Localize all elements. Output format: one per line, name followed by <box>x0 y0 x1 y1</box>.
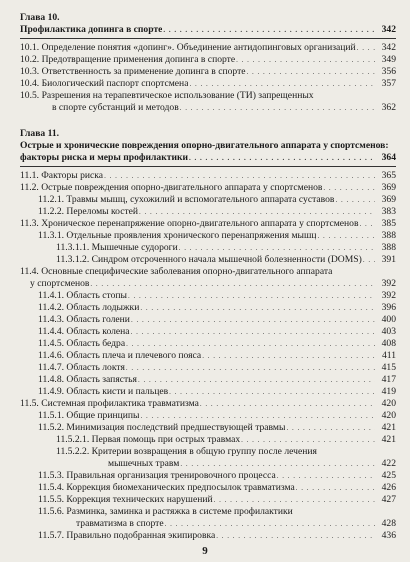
toc-entry-10-5-line1: 10.5. Разрешения на терапевтическое использование (ТИ) запрещенных <box>20 90 314 101</box>
toc-entry-page: 419 <box>381 386 396 397</box>
dot-leader <box>165 518 375 530</box>
toc-entry <box>20 374 396 386</box>
toc-entry-page: 403 <box>381 326 396 337</box>
toc-entry-label: 10.4. Биологический паспорт спортсмена <box>20 78 189 89</box>
toc-entry-page: 426 <box>381 482 396 493</box>
dot-leader <box>214 494 375 506</box>
dot-leader <box>189 152 375 164</box>
toc-entry-label: 11.5. Системная профилактика травматизма <box>20 398 199 409</box>
dot-leader <box>140 410 375 422</box>
toc-entry-label: 10.3. Ответственность за применение допинга в спорте <box>20 66 246 77</box>
chapter-11-entries-a <box>20 170 396 266</box>
toc-entry-label: 11.5.3. Правильная организация тренировочного процесса <box>38 470 276 481</box>
toc-entry-page: 396 <box>381 302 396 313</box>
chapter-11-rule <box>20 166 396 167</box>
dot-leader <box>200 398 375 410</box>
toc-entry-page: 420 <box>381 410 396 421</box>
toc-entry-11-5-6 <box>20 518 396 530</box>
toc-entry-label: 11.3.1. Отдельные проявления хронического перенапряжения мышц <box>38 230 317 241</box>
toc-entry-label: 10.1. Определение понятия «допинг». Объединение антидопинговых организаций <box>20 42 356 53</box>
toc-entry <box>20 494 396 506</box>
dot-leader <box>180 102 375 114</box>
dot-leader <box>139 206 375 218</box>
toc-entry-10-5 <box>20 102 396 114</box>
toc-entry-page: 411 <box>381 350 396 361</box>
chapter-11-title: Глава 11. <box>20 128 60 139</box>
toc-entry-page: 408 <box>381 338 396 349</box>
toc-entry-label: 11.4.8. Область запястья <box>38 374 137 385</box>
toc-entry-page: 392 <box>381 290 396 301</box>
toc-entry <box>20 326 396 338</box>
toc-entry-label: 11.4.1. Область стопы <box>38 290 127 301</box>
toc-entry <box>20 42 396 54</box>
toc-entry <box>20 302 396 314</box>
toc-entry-label: 11.2. Острые повреждения опорно-двигательного аппарата у спортсменов <box>20 182 323 193</box>
chapter-11-entries-c <box>20 470 396 506</box>
toc-entry <box>20 350 396 362</box>
toc-entry-page: 428 <box>381 518 396 529</box>
dot-leader <box>131 314 375 326</box>
toc-entry-11-5-6-line1: 11.5.6. Разминка, заминка и растяжка в системе профилактики <box>38 506 293 517</box>
toc-entry-label: 11.5.4. Коррекция биомеханических предпосылок травматизма <box>38 482 295 493</box>
toc-entry <box>20 218 396 230</box>
toc-entry-11-5-2-2-line1: 11.5.2.2. Критерии возвращения в общую группу после лечения <box>56 446 317 457</box>
dot-leader <box>357 42 375 54</box>
toc-entry-page: 436 <box>381 530 396 541</box>
toc-entry-label: 11.5.5. Коррекция технических нарушений <box>38 494 213 505</box>
toc-entry <box>20 242 396 254</box>
toc-entry <box>20 206 396 218</box>
toc-entry-label: 11.4.6. Область плеча и плечевого пояса <box>38 350 202 361</box>
toc-entry-page: 349 <box>381 54 396 65</box>
toc-entry-page: 415 <box>381 362 396 373</box>
toc-entry-label: 11.4.7. Область локтя <box>38 362 125 373</box>
toc-entry <box>20 398 396 410</box>
dot-leader <box>363 254 375 266</box>
dot-leader <box>286 422 375 434</box>
toc-entry-page: 356 <box>381 66 396 77</box>
toc-entry-label: 11.4.3. Область голени <box>38 314 130 325</box>
toc-entry <box>20 230 396 242</box>
chapter-10-heading-label: Профилактика допинга в спорте <box>20 24 163 35</box>
toc-entry-label: 11.4.4. Область колена <box>38 326 130 337</box>
dot-leader <box>128 290 375 302</box>
toc-entry-page: 369 <box>381 194 396 205</box>
dot-leader <box>126 338 375 350</box>
toc-entry-label: травматизма в спорте <box>76 518 164 529</box>
dot-leader <box>202 350 375 362</box>
toc-entry <box>20 386 396 398</box>
dot-leader <box>247 66 375 78</box>
dot-leader <box>140 302 375 314</box>
toc-entry-label: мышечных травм <box>108 458 180 469</box>
toc-entry-11-5-2-2 <box>20 458 396 470</box>
toc-entry <box>20 422 396 434</box>
dot-leader <box>126 362 375 374</box>
toc-entry-label: 11.5.2. Минимизация последствий предшествующей травмы <box>38 422 286 433</box>
dot-leader <box>296 482 375 494</box>
toc-entry-page: 388 <box>381 230 396 241</box>
toc-entry-page: 369 <box>381 182 396 193</box>
chapter-11-heading-label: факторы риска и меры профилактики <box>20 152 189 163</box>
chapter-11-heading-line1: Острые и хронические повреждения опорно-двигательного аппарата у спортсменов: <box>20 140 389 151</box>
dot-leader <box>131 326 375 338</box>
toc-entry-label: 11.3.1.1. Мышечные судороги <box>56 242 178 253</box>
toc-entry-page: 365 <box>381 170 396 181</box>
chapter-11-heading-page: 364 <box>381 152 396 163</box>
chapter-10-entries <box>20 42 396 90</box>
dot-leader <box>90 278 375 290</box>
toc-entry <box>20 78 396 90</box>
dot-leader <box>180 458 375 470</box>
toc-entry-label: 11.5.7. Правильно подобранная экипировка <box>38 530 216 541</box>
dot-leader <box>179 242 375 254</box>
dot-leader <box>335 194 375 206</box>
chapter-11-entries-b <box>20 290 396 446</box>
toc-entry <box>20 410 396 422</box>
toc-entry-label: 11.4.5. Область бедра <box>38 338 126 349</box>
dot-leader <box>169 386 375 398</box>
toc-entry-label: 11.2.2. Переломы костей <box>38 206 139 217</box>
toc-entry-page: 385 <box>381 218 396 229</box>
toc-entry-page: 417 <box>381 374 396 385</box>
toc-entry-page: 391 <box>381 254 396 265</box>
chapter-11-heading <box>20 152 396 164</box>
chapter-10-heading-page: 342 <box>381 24 396 35</box>
toc-entry-page: 400 <box>381 314 396 325</box>
toc-entry-page: 342 <box>381 42 396 53</box>
dot-leader <box>104 170 375 182</box>
toc-entry <box>20 362 396 374</box>
dot-leader <box>360 218 375 230</box>
toc-entry <box>20 54 396 66</box>
dot-leader <box>216 530 375 542</box>
toc-entry-11-4 <box>20 278 396 290</box>
toc-entry-page: 427 <box>381 494 396 505</box>
table-of-contents <box>20 12 396 542</box>
toc-entry-page: 421 <box>381 434 396 445</box>
dot-leader <box>241 434 375 446</box>
toc-entry-page: 420 <box>381 398 396 409</box>
toc-entry <box>20 530 396 542</box>
toc-entry-label: 11.4.2. Область лодыжки <box>38 302 140 313</box>
toc-entry <box>20 254 396 266</box>
toc-entry <box>20 170 396 182</box>
toc-entry-label: 11.5.2.1. Первая помощь при острых травмах <box>56 434 241 445</box>
dot-leader <box>323 182 375 194</box>
dot-leader <box>236 54 375 66</box>
toc-entry <box>20 338 396 350</box>
toc-entry <box>20 182 396 194</box>
toc-entry-label: в спорте субстанций и методов <box>52 102 179 113</box>
chapter-10-rule <box>20 38 396 39</box>
toc-entry <box>20 482 396 494</box>
toc-entry <box>20 194 396 206</box>
chapter-10-title: Глава 10. <box>20 12 60 23</box>
toc-entry-label: 11.3. Хроническое перенапряжение опорно-двигательного аппарата у спортсменов <box>20 218 359 229</box>
toc-entry <box>20 470 396 482</box>
toc-entry-page: 388 <box>381 242 396 253</box>
toc-entry-page: 383 <box>381 206 396 217</box>
dot-leader <box>138 374 375 386</box>
toc-entry-page: 425 <box>381 470 396 481</box>
toc-entry-label: 11.2.1. Травмы мышц, сухожилий и вспомогательного аппарата суставов <box>38 194 335 205</box>
toc-entry-label: 11.5.1. Общие принципы <box>38 410 140 421</box>
toc-entry-11-4-line1: 11.4. Основные специфические заболевания опорно-двигательного аппарата <box>20 266 333 277</box>
dot-leader <box>163 24 375 36</box>
toc-entry-label: 11.4.9. Область кисти и пальцев <box>38 386 169 397</box>
toc-entry-label: у спортсменов <box>30 278 90 289</box>
page-number: 9 <box>202 545 208 557</box>
toc-entry-page: 422 <box>381 458 396 469</box>
dot-leader <box>189 78 375 90</box>
toc-entry-label: 10.2. Предотвращение применения допинга в спорте <box>20 54 236 65</box>
toc-entry-label: 11.1. Факторы риска <box>20 170 104 181</box>
toc-entry <box>20 434 396 446</box>
toc-entry-page: 421 <box>381 422 396 433</box>
dot-leader <box>277 470 375 482</box>
toc-entry <box>20 314 396 326</box>
chapter-11-entries-d <box>20 530 396 542</box>
toc-entry-page: 392 <box>381 278 396 289</box>
toc-entry <box>20 290 396 302</box>
dot-leader <box>317 230 375 242</box>
toc-entry-label: 11.3.1.2. Синдром отсроченного начала мышечной болезненности (DOMS) <box>56 254 362 265</box>
toc-entry-page: 362 <box>381 102 396 113</box>
toc-entry-page: 357 <box>381 78 396 89</box>
chapter-10-heading <box>20 24 396 36</box>
toc-entry <box>20 66 396 78</box>
